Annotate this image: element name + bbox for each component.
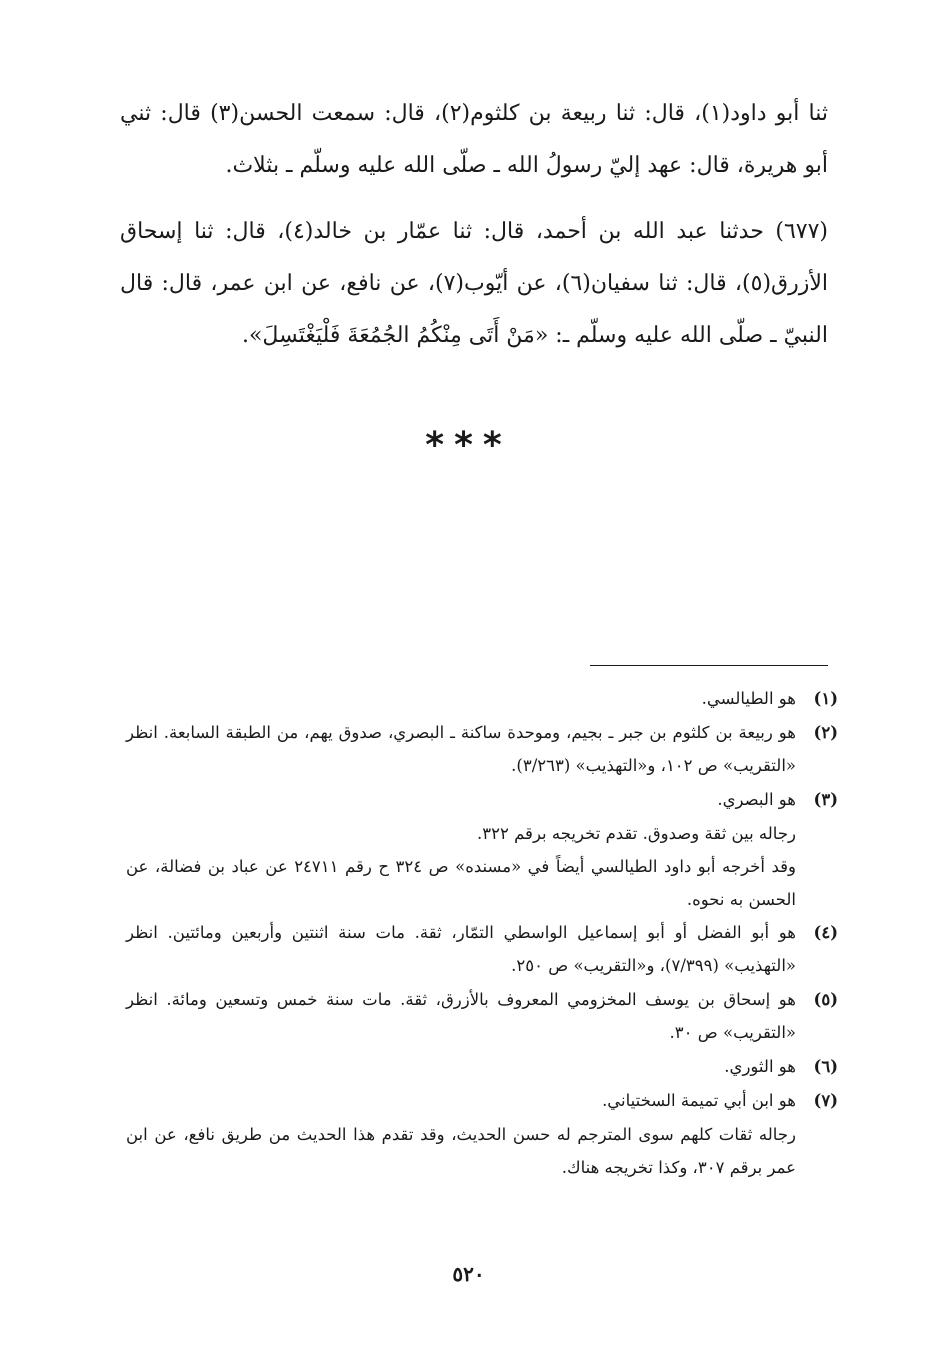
footnote-number: (٤) [813, 923, 838, 942]
footnote-1 [126, 682, 838, 715]
footnote-number: (٧) [813, 1091, 838, 1110]
footnote-text: هو ربيعة بن كلثوم بن جبر ـ بجيم، وموحدة ساكنة ـ البصري، صدوق يهم، من الطبقة السابعة. انظر «التقريب» ص ١٠٢، و«التهذيب» (٣/٢٦٣). [126, 723, 796, 775]
footnote-3-note-1: رجاله بين ثقة وصدوق. تقدم تخريجه برقم ٣٢٢. [476, 824, 796, 843]
footnote-6 [126, 1050, 838, 1083]
footnotes [126, 682, 838, 1184]
footnote-number: (٢) [813, 723, 838, 742]
footnote-7 [126, 1084, 838, 1117]
footnote-4 [126, 916, 838, 982]
footnote-text: هو البصري. [717, 790, 796, 809]
footnote-number: (١) [813, 689, 838, 708]
main-text [120, 88, 828, 376]
footnote-separator-line [590, 665, 828, 666]
page-number: ٥٢٠ [452, 1262, 485, 1286]
footnote-text: هو الطيالسي. [701, 689, 796, 708]
section-separator-stars: *** [425, 425, 512, 466]
footnote-number: (٦) [813, 1057, 838, 1076]
footnote-3 [126, 783, 838, 816]
footnote-7-note-1: رجاله ثقات كلهم سوى المترجم له حسن الحديث، وقد تقدم هذا الحديث من طريق نافع، عن ابن عمر برقم ٣٠٧، وكذا تخريجه هناك. [126, 1125, 796, 1177]
footnote-5 [126, 983, 838, 1049]
footnote-3-note-2: وقد أخرجه أبو داود الطيالسي أيضاً في «مسنده» ص ٣٢٤ ح رقم ٢٤٧١١ عن عباد بن فضالة، عن الحسن به نحوه. [126, 857, 796, 909]
footnote-text: هو أبو الفضل أو أبو إسماعيل الواسطي التمّار، ثقة. مات سنة اثنتين وأربعين ومائتين. انظر «التهذيب» (٧/٣٩٩)، و«التقريب» ص ٢٥٠. [126, 923, 796, 975]
footnote-number: (٥) [813, 990, 838, 1009]
hadith-paragraph-2: (٦٧٧) حدثنا عبد الله بن أحمد، قال: ثنا عمّار بن خالد(٤)، قال: ثنا إسحاق الأزرق(٥)، قال: ثنا سفيان(٦)، عن أيّوب(٧)، عن نافع، عن ابن عمر، قال: قال النبيّ ـ صلّى الله عليه وسلّم ـ: «مَنْ أَتَى مِنْكُمُ الجُمُعَةَ فَلْيَغْتَسِلَ». [120, 219, 828, 348]
footnote-number: (٣) [813, 790, 838, 809]
footnote-text: هو ابن أبي تميمة السختياني. [602, 1091, 796, 1110]
footnote-text: هو إسحاق بن يوسف المخزومي المعروف بالأزرق، ثقة. مات سنة خمس وتسعين ومائة. انظر «التقريب» ص ٣٠. [126, 990, 796, 1042]
hadith-paragraph-1: ثنا أبو داود(١)، قال: ثنا ربيعة بن كلثوم(٢)، قال: سمعت الحسن(٣) قال: ثني أبو هريرة، قال: عهد إليّ رسولُ الله ـ صلّى الله عليه وسلّم ـ بثلاث. [120, 101, 828, 178]
footnote-2 [126, 716, 838, 782]
footnote-text: هو الثوري. [724, 1057, 796, 1076]
